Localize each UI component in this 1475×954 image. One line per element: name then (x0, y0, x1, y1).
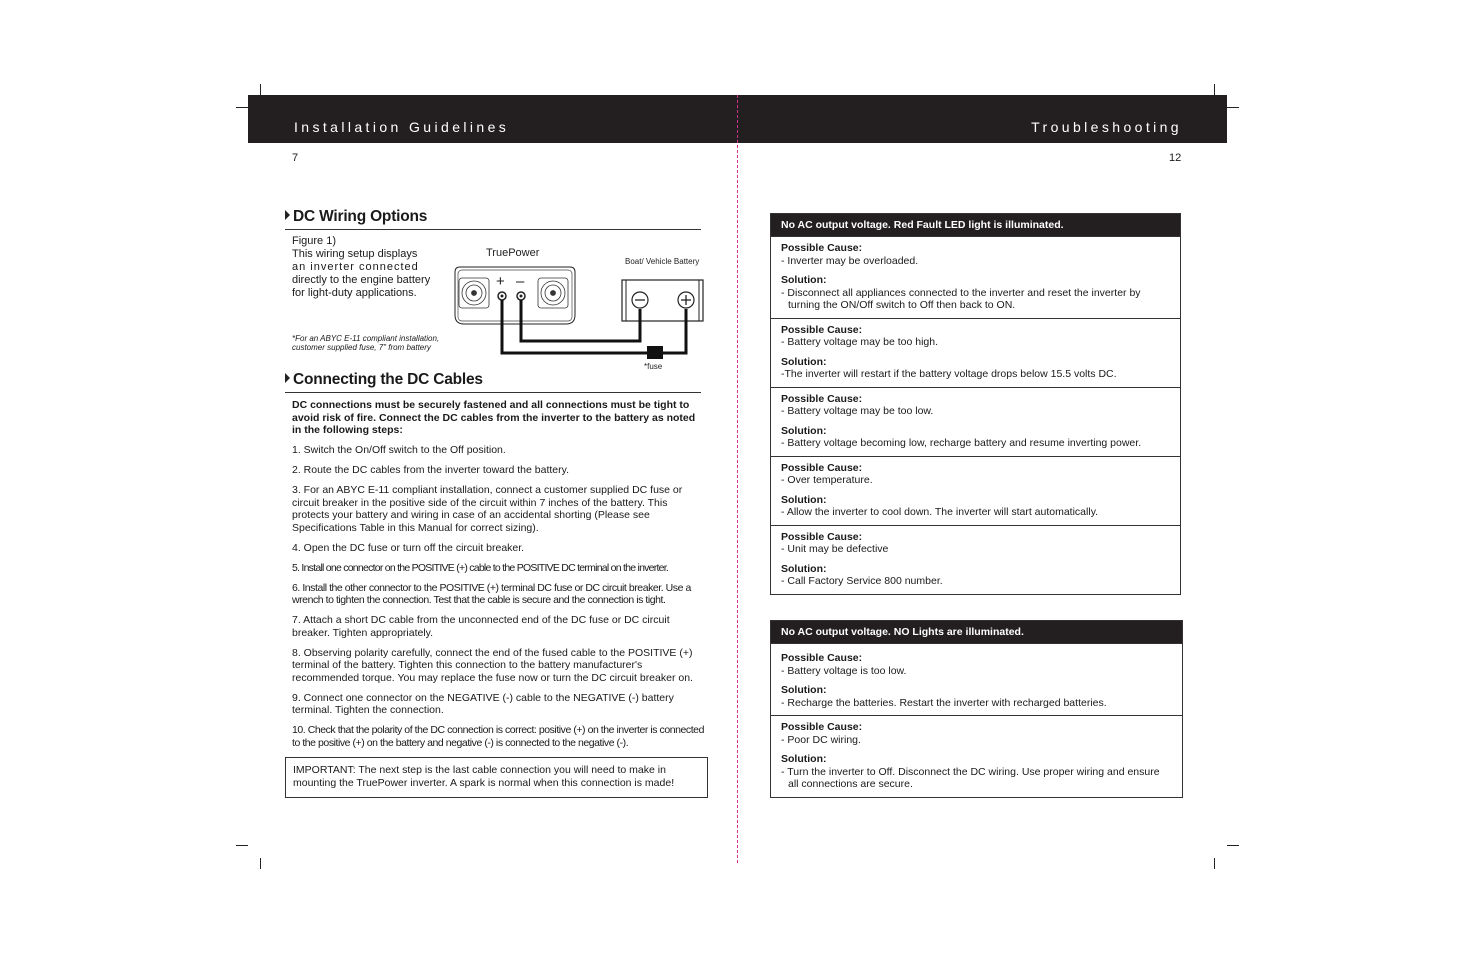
cause-text: - Over temperature. (781, 474, 873, 486)
figure-caption (292, 235, 430, 300)
solution-text: - Recharge the batteries. Restart the inverter with recharged batteries. (781, 696, 1107, 709)
cables-intro: DC connections must be securely fastened and all connections must be tight to avoid risk of fire. Connect the DC cables from the inverter to the battery as noted in the following steps: (292, 399, 696, 436)
solution-text: - Allow the inverter to cool down. The inverter will start automatically. (781, 506, 1099, 518)
crop-mark (1214, 84, 1215, 95)
inverter-minus-sign: – (516, 273, 525, 290)
figure-caption-line: an inverter connected (292, 261, 419, 273)
solution-text: - Call Factory Service 800 number. (781, 575, 943, 587)
battery-negative-terminal-icon (632, 292, 648, 308)
inverter-label: TruePower (486, 247, 540, 259)
solution-label: Solution: (781, 274, 827, 286)
troubleshooting-box-heading: No AC output voltage. Red Fault LED light is illuminated. (771, 214, 1180, 236)
troubleshooting-box-fault-led (770, 213, 1181, 595)
abyc-note-line: *For an ABYC E-11 compliant installation, (292, 334, 440, 343)
battery-positive-terminal-icon (678, 292, 694, 308)
troubleshooting-box-no-lights (770, 620, 1183, 798)
important-notice: IMPORTANT: The next step is the last cable connection you will need to make in mounting the TruePower inverter. A spark is normal when this connection is made! (285, 757, 708, 798)
crop-mark (236, 107, 248, 108)
crop-mark (1227, 845, 1239, 846)
cause-label: Possible Cause: (781, 392, 863, 405)
troubleshooting-item (771, 525, 1180, 594)
troubleshooting-box-heading: No AC output voltage. NO Lights are illuminated. (771, 621, 1182, 643)
installation-steps (292, 444, 704, 757)
cause-text: - Battery voltage may be too high. (781, 336, 939, 348)
troubleshooting-item (771, 456, 1180, 525)
crop-mark (1214, 858, 1215, 869)
abyc-note-line: customer supplied fuse, 7" from battery (292, 343, 431, 352)
step-item: 3. For an ABYC E-11 compliant installation, connect a customer supplied DC fuse or circuit breaker in the positive side of the circuit within 7 inches of the battery. This protects your battery and wiring in case of an accidental shorting (Please see Specifications Table in this Manual for correct sizing). (292, 484, 683, 534)
triangle-bullet-icon (285, 373, 290, 383)
inverter-plus-sign: + (496, 273, 505, 290)
solution-text: -The inverter will restart if the battery voltage drops below 15.5 volts DC. (781, 368, 1117, 380)
wiring-diagram (445, 240, 715, 375)
cause-label: Possible Cause: (781, 323, 863, 336)
battery-label: Boat/ Vehicle Battery (625, 257, 700, 266)
dc-cables-heading (285, 371, 701, 393)
cause-label: Possible Cause: (781, 721, 863, 733)
solution-label: Solution: (781, 684, 827, 696)
step-item: 5. Install one connector on the POSITIVE (+) cable to the POSITIVE DC terminal on the inverter. (292, 561, 669, 574)
step-item: 2. Route the DC cables from the inverter toward the battery. (292, 464, 570, 476)
fold-line (737, 95, 738, 863)
figure-caption-line: Figure 1) (292, 235, 337, 247)
solution-label: Solution: (781, 753, 827, 765)
step-item: 10. Check that the polarity of the DC connection is correct: positive (+) on the inverter is connected to the positive (+) on the battery and negative (-) is connected to the negative (-). (292, 724, 704, 749)
figure-caption-line: This wiring setup displays (292, 248, 418, 260)
figure-caption-line: for light-duty applications. (292, 287, 417, 299)
solution-label: Solution: (781, 562, 827, 575)
troubleshooting-item (771, 643, 1182, 715)
troubleshooting-item (771, 387, 1180, 456)
step-item: 9. Connect one connector on the NEGATIVE (-) cable to the NEGATIVE (-) battery terminal. Tighten the connection. (292, 691, 674, 716)
troubleshooting-item (771, 318, 1180, 387)
step-item: 8. Observing polarity carefully, connect the end of the fused cable to the POSITIVE (+) terminal of the battery. Tighten this connection to the battery manufacturer's recommended torque. You may replace the fuse now or turn the DC circuit breaker on. (292, 646, 693, 684)
cause-text: - Poor DC wiring. (781, 733, 861, 746)
dc-wiring-heading (285, 208, 701, 230)
cause-text: - Inverter may be overloaded. (781, 254, 919, 267)
solution-label: Solution: (781, 424, 827, 437)
cause-label: Possible Cause: (781, 242, 863, 254)
cause-text: - Battery voltage is too low. (781, 664, 907, 677)
dc-cables-title: Connecting the DC Cables (293, 371, 483, 388)
triangle-bullet-icon (285, 210, 290, 220)
cause-label: Possible Cause: (781, 652, 863, 664)
crop-mark (260, 858, 261, 869)
left-header-title: Installation Guidelines (294, 119, 510, 135)
dc-wiring-title: DC Wiring Options (293, 208, 428, 225)
step-item: 6. Install the other connector to the POSITIVE (+) terminal DC fuse or DC circuit breaker. Use a wrench to tighten the connection. Test that the cable is secure and the connection is tight. (292, 581, 691, 606)
solution-text: - Disconnect all appliances connected to the inverter and reset the inverter by turning the ON/Off switch to Off then back to ON. (781, 286, 1141, 311)
right-page-number: 12 (1169, 152, 1182, 164)
left-page-number: 7 (292, 152, 299, 164)
fuse-label: *fuse (644, 362, 663, 371)
troubleshooting-item (771, 715, 1182, 797)
solution-label: Solution: (781, 493, 827, 506)
step-item: 7. Attach a short DC cable from the unconnected end of the DC fuse or DC circuit breaker. Tighten appropriately. (292, 614, 670, 639)
figure-caption-line: directly to the engine battery (292, 274, 431, 286)
abyc-note (292, 334, 439, 352)
solution-text: - Battery voltage becoming low, recharge battery and resume inverting power. (781, 437, 1142, 449)
cause-text: - Unit may be defective (781, 543, 889, 555)
cause-label: Possible Cause: (781, 530, 863, 543)
fuse-icon (647, 346, 663, 359)
cause-text: - Battery voltage may be too low. (781, 405, 934, 417)
crop-mark (1227, 107, 1239, 108)
troubleshooting-item (771, 236, 1180, 318)
solution-text: - Turn the inverter to Off. Disconnect the DC wiring. Use proper wiring and ensure all connections are secure. (781, 765, 1160, 790)
solution-label: Solution: (781, 355, 827, 368)
crop-mark (260, 84, 261, 95)
step-item: 1. Switch the On/Off switch to the Off position. (292, 444, 506, 456)
crop-mark (236, 845, 248, 846)
step-item: 4. Open the DC fuse or turn off the circuit breaker. (292, 541, 525, 554)
right-header-title: Troubleshooting (1031, 119, 1182, 135)
cause-label: Possible Cause: (781, 461, 863, 474)
